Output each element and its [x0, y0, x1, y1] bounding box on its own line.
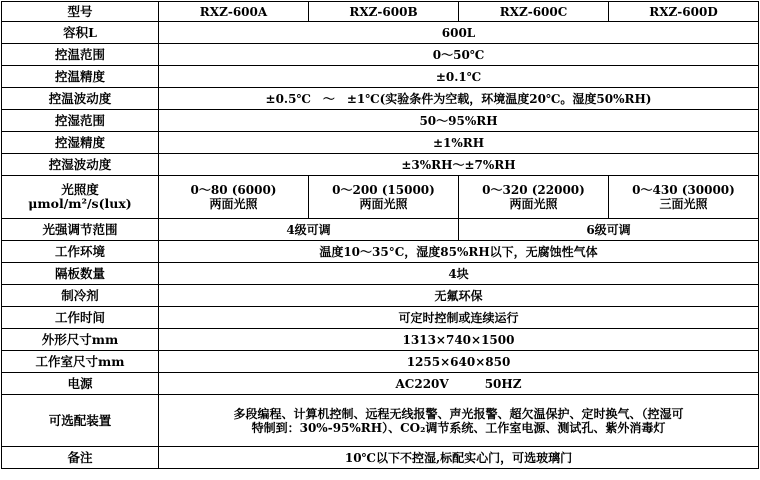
refrigerant-row [2, 285, 759, 307]
refrigerant-label: 制冷剂 [2, 285, 159, 307]
shelves-row [2, 263, 759, 285]
illumination-row [2, 176, 759, 219]
illumination-c-note: 两面光照 [509, 197, 558, 211]
power-label: 电源 [2, 373, 159, 395]
temp-fluctuation-label: 控温波动度 [2, 88, 159, 110]
header-row [2, 2, 759, 22]
illumination-c-range: 0～320 (22000) [482, 183, 585, 197]
humidity-precision-label: 控湿精度 [2, 132, 159, 154]
outer-size-label: 外形尺寸mm [2, 329, 159, 351]
shelves-value: 4块 [159, 263, 759, 285]
options-value [159, 395, 759, 447]
illumination-b [309, 176, 459, 219]
refrigerant-value: 无氟环保 [159, 285, 759, 307]
illumination-label [2, 176, 159, 219]
model-a: RXZ-600A [159, 2, 309, 22]
capacity-label: 容积L [2, 22, 159, 44]
illumination-d [609, 176, 759, 219]
capacity-row [2, 22, 759, 44]
illumination-a [159, 176, 309, 219]
temp-precision-value: ±0.1℃ [159, 66, 759, 88]
illumination-b-note: 两面光照 [359, 197, 408, 211]
working-time-row [2, 307, 759, 329]
model-b: RXZ-600B [309, 2, 459, 22]
humidity-range-row [2, 110, 759, 132]
illumination-a-range: 0～80 (6000) [190, 183, 277, 197]
humidity-precision-value: ±1%RH [159, 132, 759, 154]
chamber-size-value: 1255×640×850 [159, 351, 759, 373]
working-time-label: 工作时间 [2, 307, 159, 329]
temp-range-row [2, 44, 759, 66]
options-row [2, 395, 759, 447]
capacity-value: 600L [159, 22, 759, 44]
options-line-2: 特制到：30%-95%RH）、CO₂调节系统、工作室电源、测试孔、紫外消毒灯 [251, 420, 666, 435]
illumination-label-title: 光照度 [61, 182, 99, 197]
environment-value: 温度10～35°C，湿度85%RH以下，无腐蚀性气体 [159, 241, 759, 263]
model-c: RXZ-600C [459, 2, 609, 22]
humidity-precision-row [2, 132, 759, 154]
light-adjust-row [2, 219, 759, 241]
temp-range-label: 控温范围 [2, 44, 159, 66]
illumination-d-note: 三面光照 [659, 197, 708, 211]
illumination-d-range: 0～430 (30000) [632, 183, 735, 197]
humidity-range-label: 控湿范围 [2, 110, 159, 132]
humidity-fluctuation-value: ±3%RH～±7%RH [159, 154, 759, 176]
humidity-fluctuation-row [2, 154, 759, 176]
illumination-a-note: 两面光照 [209, 197, 258, 211]
outer-size-value: 1313×740×1500 [159, 329, 759, 351]
working-time-value: 可定时控制或连续运行 [159, 307, 759, 329]
chamber-size-row [2, 351, 759, 373]
humidity-range-value: 50～95%RH [159, 110, 759, 132]
power-value: AC220V 50HZ [159, 373, 759, 395]
chamber-size-label: 工作室尺寸mm [2, 351, 159, 373]
remarks-label: 备注 [2, 447, 159, 469]
power-row [2, 373, 759, 395]
spec-table [1, 1, 759, 469]
temp-fluctuation-value: ±0.5℃ ～ ±1℃(实验条件为空载，环境温度20℃。湿度50%RH) [159, 88, 759, 110]
outer-size-row [2, 329, 759, 351]
remarks-row [2, 447, 759, 469]
illumination-b-range: 0～200 (15000) [332, 183, 435, 197]
temp-precision-row [2, 66, 759, 88]
light-adjust-cd: 6级可调 [459, 219, 759, 241]
header-label: 型号 [2, 2, 159, 22]
shelves-label: 隔板数量 [2, 263, 159, 285]
temp-fluctuation-row [2, 88, 759, 110]
illumination-label-unit: μmol/m²/s(lux) [28, 196, 132, 211]
light-adjust-label: 光强调节范围 [2, 219, 159, 241]
temp-range-value: 0～50℃ [159, 44, 759, 66]
environment-label: 工作环境 [2, 241, 159, 263]
options-line-1: 多段编程、计算机控制、远程无线报警、声光报警、超欠温保护、定时换气、（控湿可 [233, 406, 684, 421]
environment-row [2, 241, 759, 263]
light-adjust-ab: 4级可调 [159, 219, 459, 241]
options-label: 可选配装置 [2, 395, 159, 447]
illumination-c [459, 176, 609, 219]
humidity-fluctuation-label: 控湿波动度 [2, 154, 159, 176]
model-d: RXZ-600D [609, 2, 759, 22]
remarks-value: 10℃以下不控湿,标配实心门，可选玻璃门 [159, 447, 759, 469]
temp-precision-label: 控温精度 [2, 66, 159, 88]
